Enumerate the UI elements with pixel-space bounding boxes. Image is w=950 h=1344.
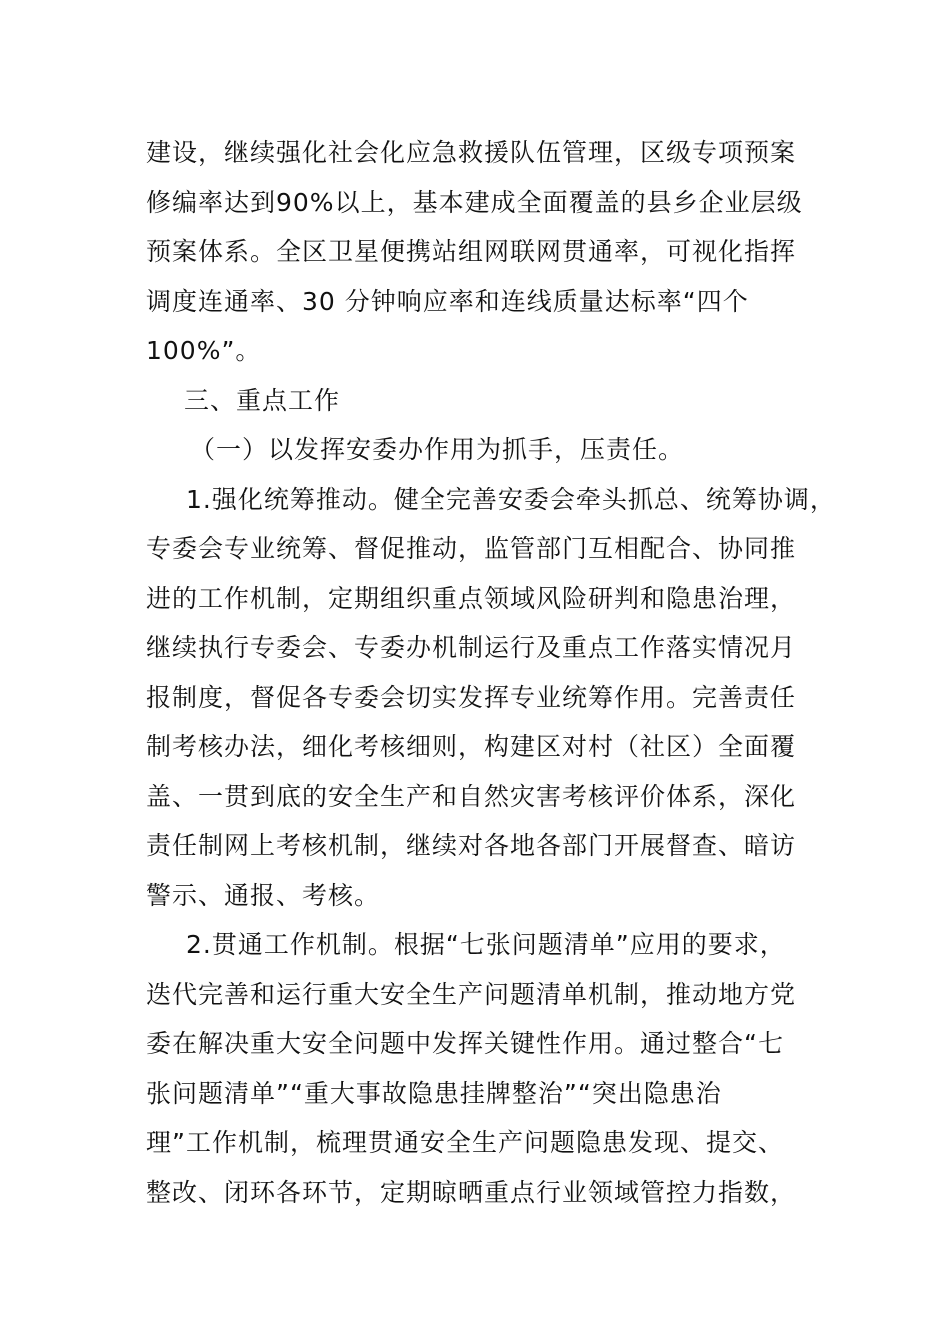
text-line: 整改、闭环各环节，定期晾晒重点行业领域管控力指数， [146,1177,797,1207]
paragraph-start: 1.强化统筹推动。健全完善安委会牵头抓总、统筹协调， [186,484,836,514]
subsection-heading: （一）以发挥安委办作用为抓手，压责任。 [190,435,685,464]
text-line: 预案体系。全区卫星便携站组网联网贯通率，可视化指挥 [146,237,797,266]
text-line: 专委会专业统筹、督促推动，监管部门互相配合、协同推 [146,534,797,563]
text-line: 建设，继续强化社会化应急救援队伍管理，区级专项预案 [146,138,797,167]
text-line: 调度连通率、30 分钟响应率和连线质量达标率“四个 [146,286,749,316]
text-line: 继续执行专委会、专委办机制运行及重点工作落实情况月 [146,633,797,662]
text-line: 警示、通报、考核。 [146,880,381,910]
paragraph-start: 2.贯通工作机制。根据“七张问题清单”应用的要求， [186,930,786,959]
text-line: 张问题清单”“重大事故隐患挂牌整治”“突出隐患治 [146,1078,722,1108]
text-line: 迭代完善和运行重大安全生产问题清单机制，推动地方党 [146,979,797,1009]
body-text [146,128,836,1217]
text-line: 委在解决重大安全问题中发挥关键性作用。通过整合“七 [146,1029,784,1058]
text-line: 100%”。 [146,336,262,365]
text-line: 理”工作机制，梳理贯通安全生产问题隐患发现、提交、 [146,1128,784,1157]
text-line: 进的工作机制，定期组织重点领域风险研判和隐患治理， [146,583,797,613]
section-heading: 三、重点工作 [184,385,341,415]
text-line: 责任制网上考核机制，继续对各地各部门开展督查、暗访 [146,831,797,860]
text-line: 制考核办法，细化考核细则，构建区对村（社区）全面覆 [146,732,797,761]
text-line: 盖、一贯到底的安全生产和自然灾害考核评价体系，深化 [146,781,797,811]
text-line: 报制度，督促各专委会切实发挥专业统筹作用。完善责任 [146,682,797,712]
text-line: 修编率达到90%以上，基本建成全面覆盖的县乡企业层级 [146,187,803,217]
